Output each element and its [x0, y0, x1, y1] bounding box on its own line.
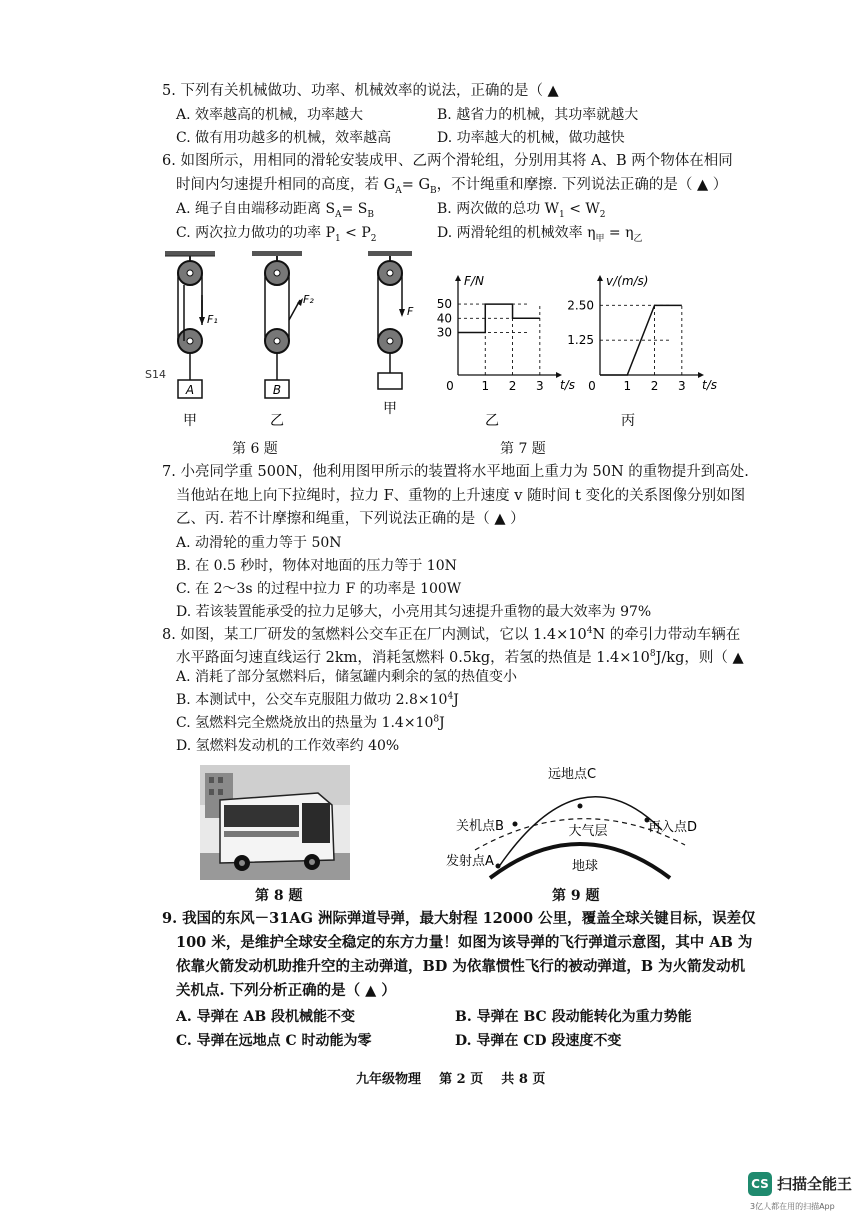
x-axis-label: t/s — [702, 378, 717, 392]
y-axis-arrow — [455, 275, 461, 281]
q6-option-c: C. 两次拉力做功的功率 $P_1 < P_2$ — [176, 225, 377, 244]
q9-option-c: C. 导弹在远地点 C 时动能为零 — [176, 1033, 372, 1049]
pulley-system-q7 — [368, 251, 414, 417]
watermark-title: 扫描全能王 — [777, 1175, 853, 1193]
x-axis-label: t/s — [560, 378, 575, 392]
watermark-subtitle: 3亿人都在用的扫描App — [750, 1202, 835, 1211]
x-tick-label: 1 — [623, 379, 632, 393]
q5-stem: 5. 下列有关机械做功、功率、机械效率的说法，正确的是（ ▲ — [162, 83, 559, 99]
q6-option-b: B. 两次做的总功 $W_1 < W_2$ — [437, 201, 606, 220]
q6-stem-line1: 6. 如图所示，用相同的滑轮安装成甲、乙两个滑轮组，分别用其将 A、B 两个物体在相同 — [162, 153, 733, 169]
caption-fig6: 第 6 题 — [232, 441, 278, 457]
box-a-label: A — [185, 383, 195, 397]
q5-option-b: B. 越省力的机械，其功率就越大 — [437, 107, 639, 123]
caption-q7-jia: 甲 — [383, 401, 397, 417]
y-tick-label: 1.25 — [567, 333, 594, 348]
q7-option-b: B. 在 0.5 秒时，物体对地面的压力等于 10N — [176, 558, 457, 574]
x-tick-label: 3 — [535, 379, 544, 393]
caption-yi: 乙 — [270, 413, 284, 429]
caption-fig8: 第 8 题 — [255, 888, 303, 904]
y-axis-label: F/N — [464, 274, 484, 288]
q7-option-c: C. 在 2～3s 的过程中拉力 F 的功率是 100W — [176, 581, 462, 597]
figure-row-q6-q7 — [140, 245, 717, 460]
q5-option-d: D. 功率越大的机械，做功越快 — [437, 130, 625, 146]
caption-fig9: 第 9 题 — [552, 888, 600, 904]
chart-velocity-time — [567, 274, 717, 429]
pulley-system-yi — [252, 251, 314, 429]
caption-fig7: 第 7 题 — [500, 441, 546, 457]
q8-option-d: D. 氢燃料发动机的工作效率约 40% — [176, 738, 400, 754]
label-point-b: 关机点B — [456, 819, 504, 834]
x-tick-label: 3 — [677, 379, 686, 393]
q5-option-c: C. 做有用功越多的机械，效率越高 — [176, 130, 392, 146]
x-tick-label: 0 — [446, 379, 454, 393]
q7-option-a: A. 动滑轮的重力等于 50N — [176, 535, 342, 551]
handwritten-note: S14 — [145, 368, 166, 381]
q9-option-d: D. 导弹在 CD 段速度不变 — [455, 1033, 622, 1049]
page-footer: 九年级物理 第 2 页 共 8 页 — [356, 1072, 546, 1087]
x-tick-label: 1 — [481, 379, 490, 393]
q9-stem-line3: 依靠火箭发动机助推升空的主动弹道，BD 为依靠惯性飞行的被动弹道，B 为火箭发动机 — [176, 958, 746, 975]
q8-option-b: B. 本测试中，公交车克服阻力做功 $2.8\times 10^4J$ — [176, 691, 459, 708]
label-atmosphere: 大气层 — [568, 824, 608, 839]
q9-option-b: B. 导弹在 BC 段动能转化为重力势能 — [455, 1009, 692, 1025]
x-tick-label: 2 — [508, 379, 517, 393]
q9-stem-line1: 9. 我国的东风－31AG 洲际弹道导弹，最大射程 12000 公里，覆盖全球关键目标，误差仅 — [162, 910, 756, 927]
q7-stem-line1: 7. 小亮同学重 500N，他利用图甲所示的装置将水平地面上重力为 50N 的重物提升到高处. — [162, 464, 749, 480]
chart-force-time — [437, 274, 575, 429]
bus-photo — [200, 765, 350, 880]
y-axis-arrow — [597, 275, 603, 281]
x-tick-label: 0 — [588, 379, 596, 393]
q6-option-d: D. 两滑轮组的机械效率 $\eta_甲 = \eta_乙$ — [437, 225, 643, 244]
q9-stem-line2: 100 米，是维护全球安全稳定的东方力量！如图为该导弹的飞行弹道示意图，其中 AB 为 — [176, 934, 753, 951]
caption-q7-bing: 丙 — [621, 413, 635, 429]
q5-option-a: A. 效率越高的机械，功率越大 — [176, 107, 364, 123]
y-axis-label: v/(m/s) — [606, 274, 649, 288]
q8-stem-line2: 水平路面匀速直线运行 2km，消耗氢燃料 0.5kg，若氢的热值是 $1.4\times 10^8J/kg$，则（ ▲ — [176, 649, 744, 666]
q8-stem-line1: 8. 如图，某工厂研发的氢燃料公交车正在厂内测试，它以 $1.4\times 10^4N$ 的牵引力带动车辆在 — [162, 626, 741, 643]
y-tick-label: 2.50 — [567, 298, 594, 313]
q7-option-d: D. 若该装置能承受的拉力足够大，小亮用其匀速提升重物的最大效率为 97% — [176, 604, 652, 620]
q8-option-a: A. 消耗了部分氢燃料后，储氢罐内剩余的氢的热值变小 — [176, 669, 518, 685]
y-tick-label: 30 — [436, 325, 452, 340]
box-b-label: B — [272, 383, 282, 397]
q6-option-a: A. 绳子自由端移动距离 $S_A= S_B$ — [176, 201, 374, 220]
label-earth: 地球 — [571, 859, 599, 874]
trajectory-diagram — [440, 760, 720, 885]
y-tick-label: 40 — [436, 311, 452, 326]
q6-stem-line2: 时间内匀速提升相同的高度，若 $G_A= G_B$，不计绳重和摩擦. 下列说法正确的是（ ▲ ） — [176, 177, 728, 196]
label-point-a: 发射点A — [446, 854, 494, 869]
camscanner-logo-icon: CS — [748, 1172, 772, 1196]
caption-q7-yi: 乙 — [485, 413, 499, 429]
force-f2-label: F₂ — [303, 293, 314, 306]
q9-option-a: A. 导弹在 AB 段机械能不变 — [176, 1009, 356, 1025]
q7-stem-line3: 乙、丙. 若不计摩擦和绳重，下列说法正确的是（ ▲ ） — [176, 511, 525, 527]
force-f-label: F — [407, 305, 414, 318]
q8-option-c: C. 氢燃料完全燃烧放出的热量为 $1.4\times 10^8J$ — [176, 714, 445, 731]
force-f1-label: F₁ — [207, 313, 218, 326]
q7-stem-line2: 当他站在地上向下拉绳时，拉力 F、重物的上升速度 v 随时间 t 变化的关系图像分别如图 — [176, 488, 746, 504]
caption-jia: 甲 — [183, 413, 197, 429]
label-point-c: 远地点C — [547, 767, 597, 782]
y-tick-label: 50 — [436, 297, 452, 312]
label-point-d: 再入点D — [648, 820, 698, 835]
x-tick-label: 2 — [650, 379, 659, 393]
q9-stem-line4: 关机点. 下列分析正确的是（ ▲ ） — [176, 982, 396, 999]
pulley-system-jia — [145, 251, 218, 429]
